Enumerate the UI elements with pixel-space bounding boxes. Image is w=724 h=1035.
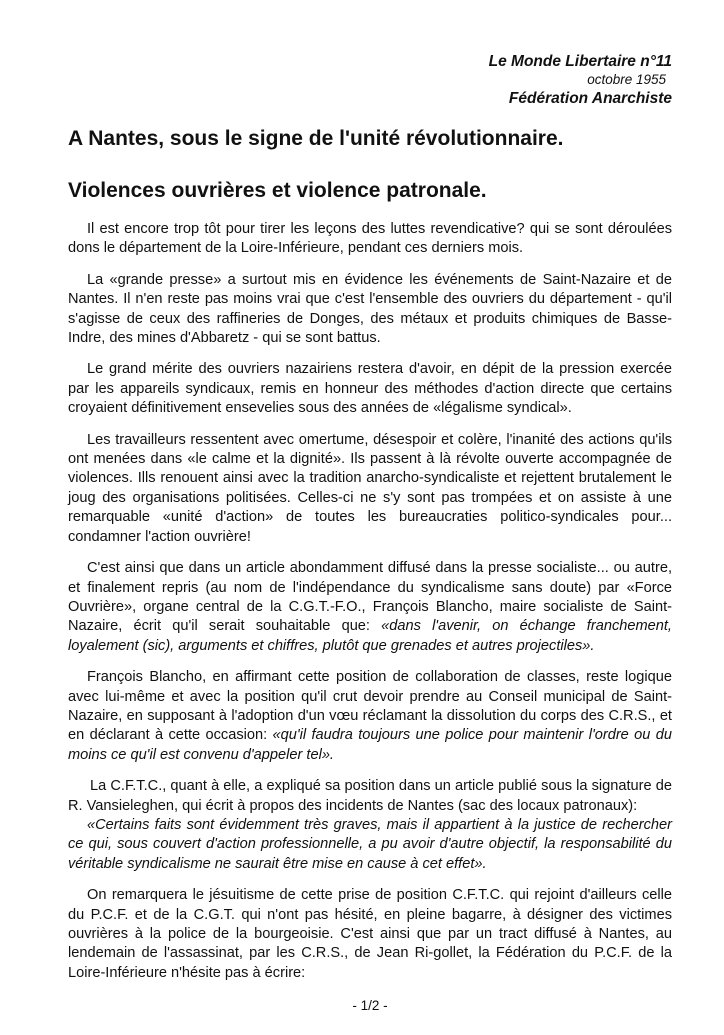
paragraph	[68, 668, 672, 765]
paragraph: Il est encore trop tôt pour tirer les leçons des luttes revendicative? qui se sont déroulées dons le département de la Loire-Inférieure, pendant ces derniers mois.	[68, 221, 672, 257]
paragraph: On remarquera le jésuitisme de cette prise de position C.F.T.C. qui rejoint d'ailleurs celle du P.C.F. et de la C.G.T. qui n'ont pas hésité, en pleine bagarre, à désigner des victimes ouvrières à la police de la bourgeoisie. C'est ainsi que par un tract diffusé à Nantes, au lendemain de l'assassinat, par les C.R.S., de Jean Ri-gollet, la Fédération du P.C.F. de la Loire-Inférieure n'hésite pas à écrire:	[68, 887, 672, 981]
article-title: A Nantes, sous le signe de l'unité révolutionnaire.	[68, 127, 564, 150]
paragraph: La «grande presse» a surtout mis en évidence les événements de Saint-Nazaire et de Nantes. Il n'en reste pas moins vrai que c'est l'ensemble des ouvriers du département - qu'il s'agisse de ceux des raffineries de Donges, des métaux et produits chimiques de Basse-Indre, des mines d'Abbaretz - qui se sont battus.	[68, 271, 672, 347]
publication-date: octobre 1955	[587, 72, 666, 87]
paragraph-text: C'est ainsi que dans un article abondamment diffusé dans la presse socialiste... ou autre, et finalement repris (au nom de l'indépendance du syndicalisme sans doute) par «Force Ouvrière», organe central de la C.G.T.-F.O., François Blancho, maire socialiste de Saint-Nazaire, écrit qu'il serait souhaitable que:	[68, 560, 672, 635]
quote: «Certains faits sont évidemment très graves, mais il appartient à la justice de rechercher ce qui, sous couvert d'action professionnelle, a pu avoir d'autre objectif, la responsabilité du véritable syndicalisme ne saurait être mise en cause à cet effet».	[68, 816, 672, 872]
paragraph	[68, 559, 672, 656]
article	[68, 0, 672, 1035]
paragraph: Le grand mérite des ouvriers nazairiens restera d'avoir, en dépit de la pression exercée par les appareils syndicaux, remis en honneur des méthodes d'action directe que certains croyaient définitivement ensevelies sous des années de «légalisme syndical».	[68, 361, 672, 417]
publication-name: Le Monde Libertaire n°11	[488, 53, 672, 70]
quote: «dans l'avenir, on échange franchement, loyalement (sic), arguments et chiffres, plutôt que grenades et autres projectiles».	[68, 618, 672, 654]
organization-name: Fédération Anarchiste	[508, 90, 672, 107]
paragraph: Les travailleurs ressentent avec omertume, désespoir et colère, l'inanité des actions qu'ils ont menées dans «le calme et la dignité». Ils passent à là révolte ouverte accompagnée de violences. Ills renouent ainsi avec la tradition anarcho-syndicaliste et rejettent brutalement le joug des organisations politisées. Celles-ci ne s'y sont pas trompées et on assiste à une remarquable «unité d'action» de toutes les bureaucraties politico-syndicales pour... condamner l'action ouvrière!	[68, 431, 672, 545]
paragraph: La C.F.T.C., quant à elle, a expliqué sa position dans un article publié sous la signature de R. Vansieleghen, qui écrit à propos des incidents de Nantes (sac des locaux patronaux):	[68, 778, 672, 814]
article-subtitle: Violences ouvrières et violence patronale.	[68, 179, 487, 202]
paragraph-text: François Blancho, en affirmant cette position de collaboration de classes, reste logique avec lui-même et avec la position qu'il crut devoir prendre au Conseil municipal de Saint-Nazaire, en supposant à l'adoption d'un vœu réclamant la dissolution du corps des C.R.S., et en déclarant à cette occasion:	[68, 669, 672, 744]
page-number: - 1/2 -	[352, 998, 388, 1014]
quote: «qu'il faudra toujours une police pour maintenir l'ordre ou du moins ce qu'il est convenu d'appeler tel».	[68, 727, 673, 763]
